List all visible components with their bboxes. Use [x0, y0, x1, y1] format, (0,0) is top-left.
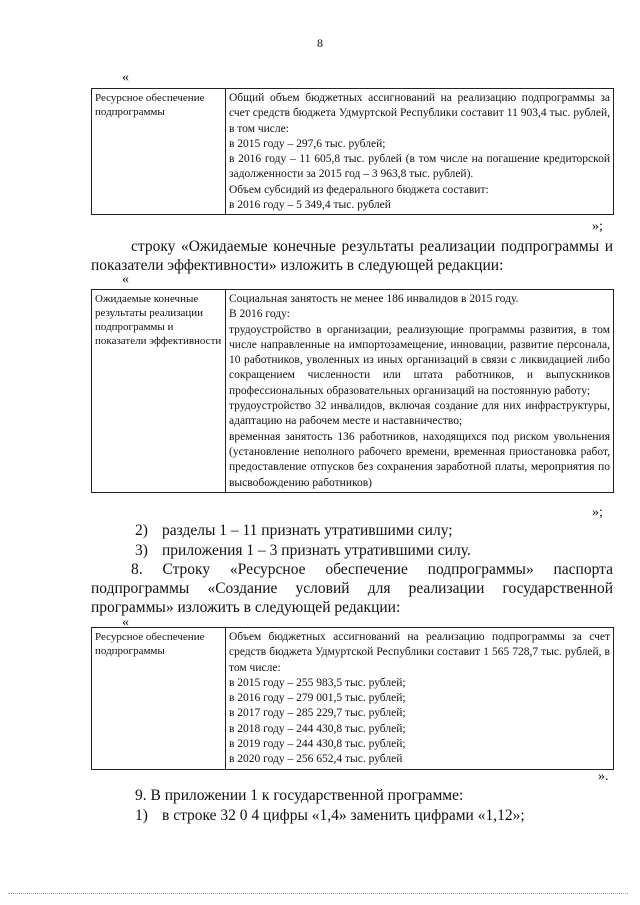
table2-label: Ожидаемые конечные результаты реализации подпрограммы и показатели эффективности — [92, 290, 226, 493]
table2-line: трудоустройство 32 инвалидов, включая создание для них инфраструктуры, адаптацию на рабочем месте и наставничество; — [229, 400, 610, 428]
page-number: 8 — [317, 36, 323, 50]
table3-value — [226, 628, 614, 770]
table2-line: В 2016 году: — [229, 308, 290, 321]
open-quote-1: « — [122, 70, 129, 85]
list-item-number: 3) — [135, 542, 148, 559]
table-expected-results — [91, 289, 614, 493]
table1-line: в 2015 году – 297,6 тыс. рублей; — [229, 137, 386, 150]
table1-line: Объем субсидий из федерального бюджета составит: — [229, 183, 489, 196]
paragraph-item-8: 8. Строку «Ресурсное обеспечение подпрограммы» паспорта подпрограммы «Создание условий для реализации государственной программы» изложить в следующей редакции: — [91, 561, 613, 616]
table1-line: в 2016 году – 5 349,4 тыс. рублей — [229, 199, 391, 212]
list-item-number: 2) — [135, 522, 148, 539]
table3-line: в 2019 году – 244 430,8 тыс. рублей; — [229, 738, 406, 751]
page-bottom-rule — [8, 893, 628, 894]
table-resource-support-2 — [91, 627, 614, 770]
table3-line: в 2018 году – 244 430,8 тыс. рублей; — [229, 722, 406, 735]
paragraph-expected-results: строку «Ожидаемые конечные результаты реализации подпрограммы и показатели эффективности» изложить в следующей редакции: — [91, 238, 613, 274]
paragraph-item-9: 9. В приложении 1 к государственной программе: — [135, 787, 464, 804]
list-item — [135, 541, 471, 560]
list-item-number: 1) — [135, 807, 148, 824]
table2-line: трудоустройство в организации, реализующие программы развития, в том числе направленные на импортозамещение, инновации, развитие персонала, 10 работников, уволенных из иных организаций в связи с ликвидацией либо сокращением численности или штата работников, и выпускников профессиональных образовательных организаций на постоянную работу; — [229, 323, 610, 397]
table3-line: Объем бюджетных ассигнований на реализацию подпрограммы за счет средств бюджета Удмуртской Республики составит 1 565 728,7 тыс. рублей, в том числе: — [229, 631, 610, 674]
list-item-text: в строке 32 0 4 цифры «1,4» заменить цифрами «1,12»; — [162, 807, 525, 824]
close-quote-1: »; — [592, 219, 603, 234]
table3-label: Ресурсное обеспечение подпрограммы — [92, 628, 226, 770]
list-item — [135, 521, 453, 540]
table1-line: в 2016 году – 11 605,8 тыс. рублей (в том числе на погашение кредиторской задолженности за 2015 год – 3 963,8 тыс. рублей). — [229, 153, 610, 181]
table-resource-support-1 — [91, 88, 614, 215]
table1-label: Ресурсное обеспечение подпрограммы — [92, 89, 226, 215]
table3-line: в 2017 году – 285 229,7 тыс. рублей; — [229, 707, 406, 720]
table2-line: временная занятость 136 работников, находящихся под риском увольнения (установление неполного рабочего времени, временная приостановка работ, предоставление отпусков без сохранения заработной платы, мероприятия по высвобождению работников) — [229, 430, 610, 489]
table2-value — [226, 290, 614, 493]
table1-value — [226, 89, 614, 215]
table1-line: Общий объем бюджетных ассигнований на реализацию подпрограммы за счет средств бюджета Удмуртской Республики составит 11 903,4 тыс. рублей, в том числе: — [229, 92, 610, 135]
open-quote-2: « — [122, 272, 129, 287]
table2-line: Социальная занятость не менее 186 инвалидов в 2015 году. — [229, 293, 519, 305]
list-item-text: разделы 1 – 11 признать утратившими силу; — [162, 522, 453, 539]
close-quote-2: »; — [592, 505, 603, 520]
list-item-text: приложения 1 – 3 признать утратившими силу. — [162, 542, 471, 559]
table3-line: в 2020 году – 256 652,4 тыс. рублей — [229, 753, 403, 766]
close-quote-3: ». — [598, 769, 609, 784]
table3-line: в 2016 году – 279 001,5 тыс. рублей; — [229, 692, 406, 705]
open-quote-3: « — [122, 615, 129, 630]
list-item — [135, 806, 525, 825]
table3-line: в 2015 году – 255 983,5 тыс. рублей; — [229, 676, 406, 689]
